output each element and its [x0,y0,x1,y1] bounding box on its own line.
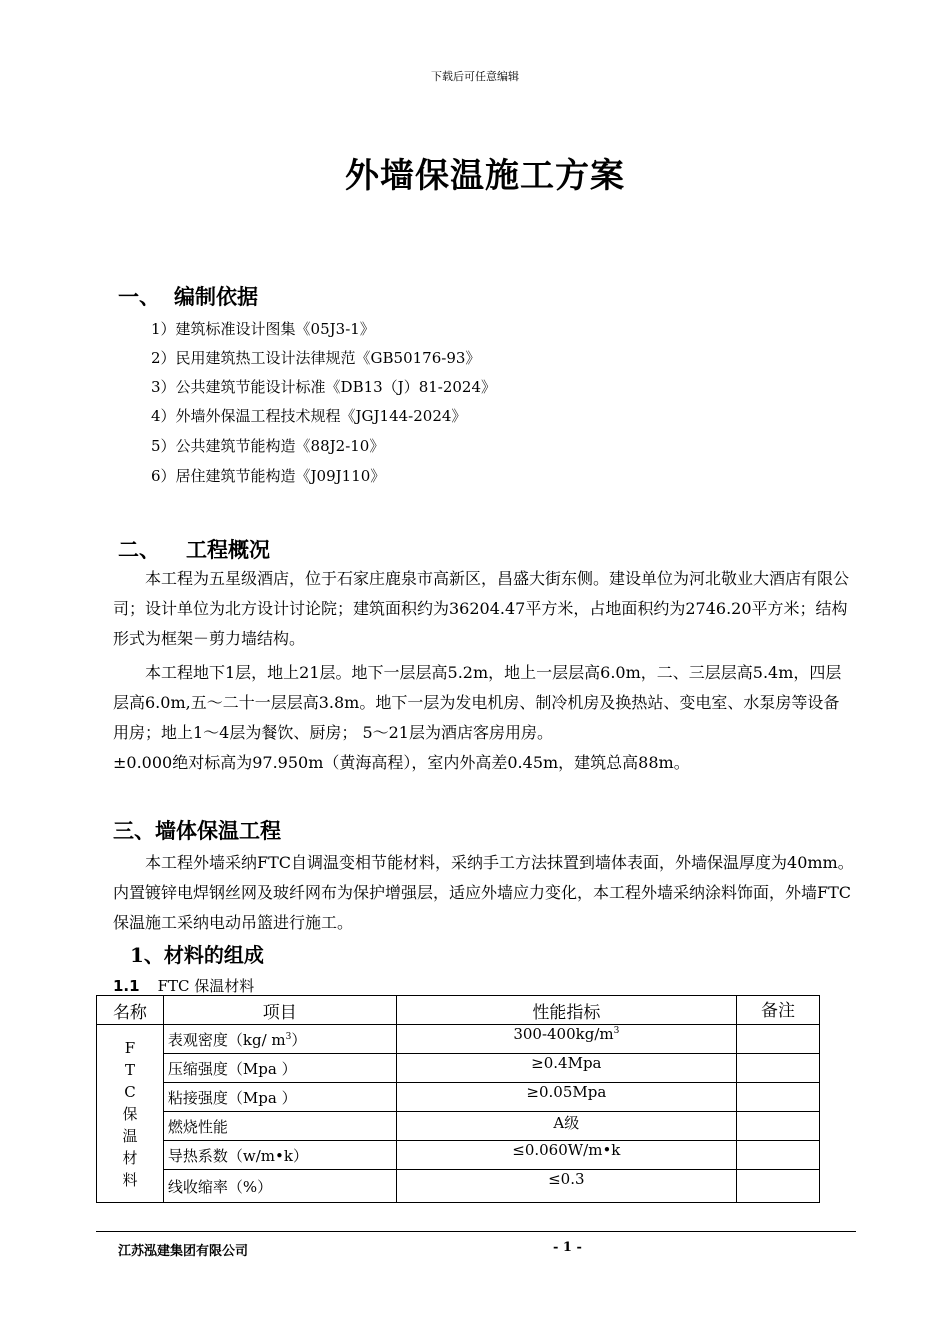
footer-divider [96,1231,856,1232]
material-name-char: C [124,1082,136,1101]
subsection-title: FTC 保温材料 [157,977,255,995]
note-cell [737,1054,820,1083]
table-row [97,1054,820,1083]
material-name-char: T [124,1060,135,1079]
section-number: 二、 [118,537,160,562]
footer-company: 江苏泓建集团有限公司 [118,1244,249,1259]
table-row [97,1141,820,1170]
reference-item: 2）民用建筑热工设计法律规范《GB50176-93》 [151,349,481,367]
item-text-tail: ） [291,1030,307,1049]
reference-item: 4）外墙外保温工程技术规程《JGJ144-2024》 [151,407,467,425]
subsection-heading-materials: 1、材料的组成 [130,943,264,967]
material-name-char: F [124,1038,136,1057]
item-superscript: 3 [285,1031,292,1042]
header-note: 下载后可任意编辑 [431,70,519,83]
table-header-row [97,996,820,1025]
material-name-char: 材 [122,1148,138,1167]
subsection-number: 1.1 [113,977,140,995]
subsection-heading-ftc [113,975,254,996]
overview-paragraph-1: 本工程为五星级酒店，位于石家庄鹿泉市高新区，昌盛大街东侧。建设单位为河北敬业大酒店有限公司；设计单位为北方设计讨论院；建筑面积约为36204.47平方米，占地面积约为2746.20平方米；结构形式为框架－剪力墙结构。 [113,569,850,648]
table-row [97,1025,820,1054]
reference-item: 3）公共建筑节能设计标准《DB13（J）81-2024》 [151,378,497,396]
item-cell: 压缩强度（Mpa ） [163,1054,396,1083]
note-cell [737,1170,820,1203]
section-title: 编制依据 [174,284,258,309]
item-cell: 粘接强度（Mpa ） [163,1083,396,1112]
header-item: 项目 [163,996,396,1025]
note-cell [737,1141,820,1170]
section-heading-basis [118,281,258,311]
section-title: 工程概况 [186,537,270,562]
note-cell [737,1083,820,1112]
reference-item: 6）居住建筑节能构造《J09J110》 [151,467,386,485]
overview-paragraph-3: ±0.000绝对标高为97.950m（黄海高程），室内外高差0.45m，建筑总高88m。 [113,753,690,772]
item-cell: 线收缩率（%） [163,1170,396,1203]
material-name-char: 温 [122,1126,138,1145]
header-performance: 性能指标 [396,996,737,1025]
performance-cell: ≥0.4Mpa [396,1054,737,1083]
performance-cell [396,1025,737,1054]
section-number: 一、 [118,284,160,309]
performance-cell: ≤0.3 [396,1170,737,1203]
note-cell [737,1112,820,1141]
document-title: 外墙保温施工方案 [345,156,625,196]
performance-text: 300-400kg/m [513,1025,614,1043]
overview-paragraph-2: 本工程地下1层，地上21层。地下一层层高5.2m，地上一层层高6.0m，二、三层层高5.4m，四层层高6.0m,五～二十一层层高3.8m。地下一层为发电机房、制冷机房及换热站、变电室、水泵房等设备用房；地上1～4层为餐饮、厨房； 5～21层为酒店客房用房。 [113,663,842,742]
section-heading-overview [118,534,270,564]
reference-item: 1）建筑标准设计图集《05J3-1》 [151,320,375,338]
material-name-cell [97,1025,164,1203]
material-properties-table [96,995,820,1203]
header-note: 备注 [737,996,820,1025]
item-text: 表观密度（kg/ m [167,1030,286,1049]
performance-cell: ≤0.060W/m•k [396,1141,737,1170]
material-name-char: 保 [122,1104,138,1123]
wall-text [113,848,855,938]
item-cell: 导热系数（w/m•k） [163,1141,396,1170]
section-heading-wall-insulation: 三、墙体保温工程 [113,818,281,843]
item-cell: 燃烧性能 [163,1112,396,1141]
performance-cell: A级 [396,1112,737,1141]
wall-paragraph-1: 本工程外墙采纳FTC自调温变相节能材料，采纳手工方法抹置到墙体表面，外墙保温厚度为40mm。内置镀锌电焊钢丝网及玻纤网布为保护增强层，适应外墙应力变化，本工程外墙采纳涂料饰面，外墙FTC保温施工采纳电动吊篮进行施工。 [113,853,854,932]
table-row [97,1083,820,1112]
footer-page-number: - 1 - [553,1240,582,1255]
table-row [97,1170,820,1203]
reference-item: 5）公共建筑节能构造《88J2-10》 [151,437,385,455]
overview-text [113,564,855,778]
header-name: 名称 [97,996,164,1025]
item-cell [163,1025,396,1054]
performance-cell: ≥0.05Mpa [396,1083,737,1112]
note-cell [737,1025,820,1054]
material-name-char: 料 [122,1170,138,1189]
table-row [97,1112,820,1141]
performance-superscript: 3 [613,1026,620,1036]
